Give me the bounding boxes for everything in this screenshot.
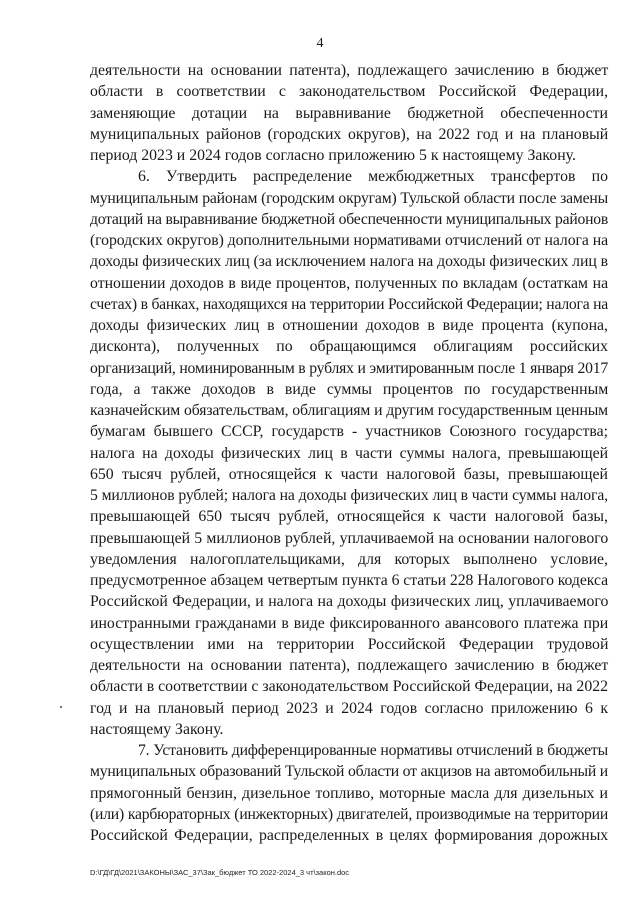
text-line: дотаций на выравнивание бюджетной обеспеченности муниципальных районов [90,210,608,228]
text-line: деятельности на основании патента), подлежащего зачислению в бюджет [90,657,609,674]
text-line: Российской Федерации, распределенных в целях формирования дорожных [90,827,609,844]
text-line: (городских округов) дополнительными нормативами отчислений от налога на [90,232,608,249]
text-line: области в соответствии с законодательством Российской Федерации, [90,83,609,101]
text-line: 6. Утвердить распределение межбюджетных трансфертов по [138,168,608,186]
text-line: предусмотренное абзацем четвертым пункта 6 статьи 228 Налогового кодекса [90,572,608,589]
text-line: деятельности на основании патента), подлежащего зачислению в бюджет [90,62,609,79]
text-line: организаций, номинированным в рублях и эмитированным после 1 января 2017 [90,359,608,377]
text-line: период 2023 и 2024 годов согласно приложению 5 к настоящему Закону. [90,147,576,164]
text-line: 7. Установить дифференцированные нормативы отчислений в бюджеты [138,742,608,759]
text-line: доходы физических лиц в отношении доходов в виде процента (купона, [90,317,608,334]
text-line: 650 тысяч рублей, относящейся к части налоговой базы, превышающей [90,465,608,483]
text-line: области в соответствии с законодательством Российской Федерации, на 2022 [90,678,609,696]
text-line: настоящему Закону. [90,720,224,738]
margin-mark [60,706,62,708]
text-line: бумагам бывшего СССР, государств - участников Союзного государства; [90,423,608,441]
text-line: муниципальных образований Тульской области от акцизов на автомобильный и [90,763,608,781]
page-number: 4 [316,36,324,51]
file-path-footer: D:\ГД\ГД\2021\ЗАКОНЫ\ЗАС_37\Зак_бюджет ТО 2022-2024_3 чт\закон.doc [90,868,350,877]
text-line: года, а также доходов в виде суммы процентов по государственным [90,380,609,398]
text-line: налога на доходы физических лиц в части суммы налога, превышающей [90,444,609,462]
document-body [90,60,608,846]
text-line: год и на плановый период 2023 и 2024 годов согласно приложению 6 к [90,699,609,717]
text-line: муниципальных районов (городских округов), на 2022 год и на плановый [90,125,609,143]
text-line: муниципальным районам (городским округам) Тульской области после замены [90,189,608,207]
text-line: (или) карбюраторных (инжекторных) двигателей, производимые на территории [90,805,608,823]
text-line: дисконта), полученных по обращающимся облигациям российских [90,338,608,356]
text-line: 5 миллионов рублей; налога на доходы физических лиц в части суммы налога, [90,487,608,504]
text-line: счетах) в банках, находящихся на территории Российской Федерации; налога на [90,295,608,313]
text-line: казначейским обязательствам, облигациям и другим государственным ценным [90,402,608,419]
text-line: уведомления налогоплательщиками, для которых выполнено условие, [90,550,608,568]
text-line: иностранными гражданами в виде фиксированного авансового платежа при [90,614,609,632]
text-line: превышающей 5 миллионов рублей, уплачиваемой на основании налогового [90,529,609,547]
text-line: превышающей 650 тысяч рублей, относящейся к части налоговой базы, [90,508,608,526]
text-line: прямогонный бензин, дизельное топливо, моторные масла для дизельных и [90,784,608,802]
text-line: отношении доходов в виде процентов, полученных по вкладам (остаткам на [90,274,609,292]
text-line: осуществлении ими на территории Российской Федерации трудовой [90,635,609,653]
text-line: Российской Федерации, и налога на доходы физических лиц, уплачиваемого [90,593,609,611]
text-line: доходы физических лиц (за исключением налога на доходы физических лиц в [90,253,608,271]
text-line: заменяющие дотации на выравнивание бюджетной обеспеченности [90,104,608,122]
